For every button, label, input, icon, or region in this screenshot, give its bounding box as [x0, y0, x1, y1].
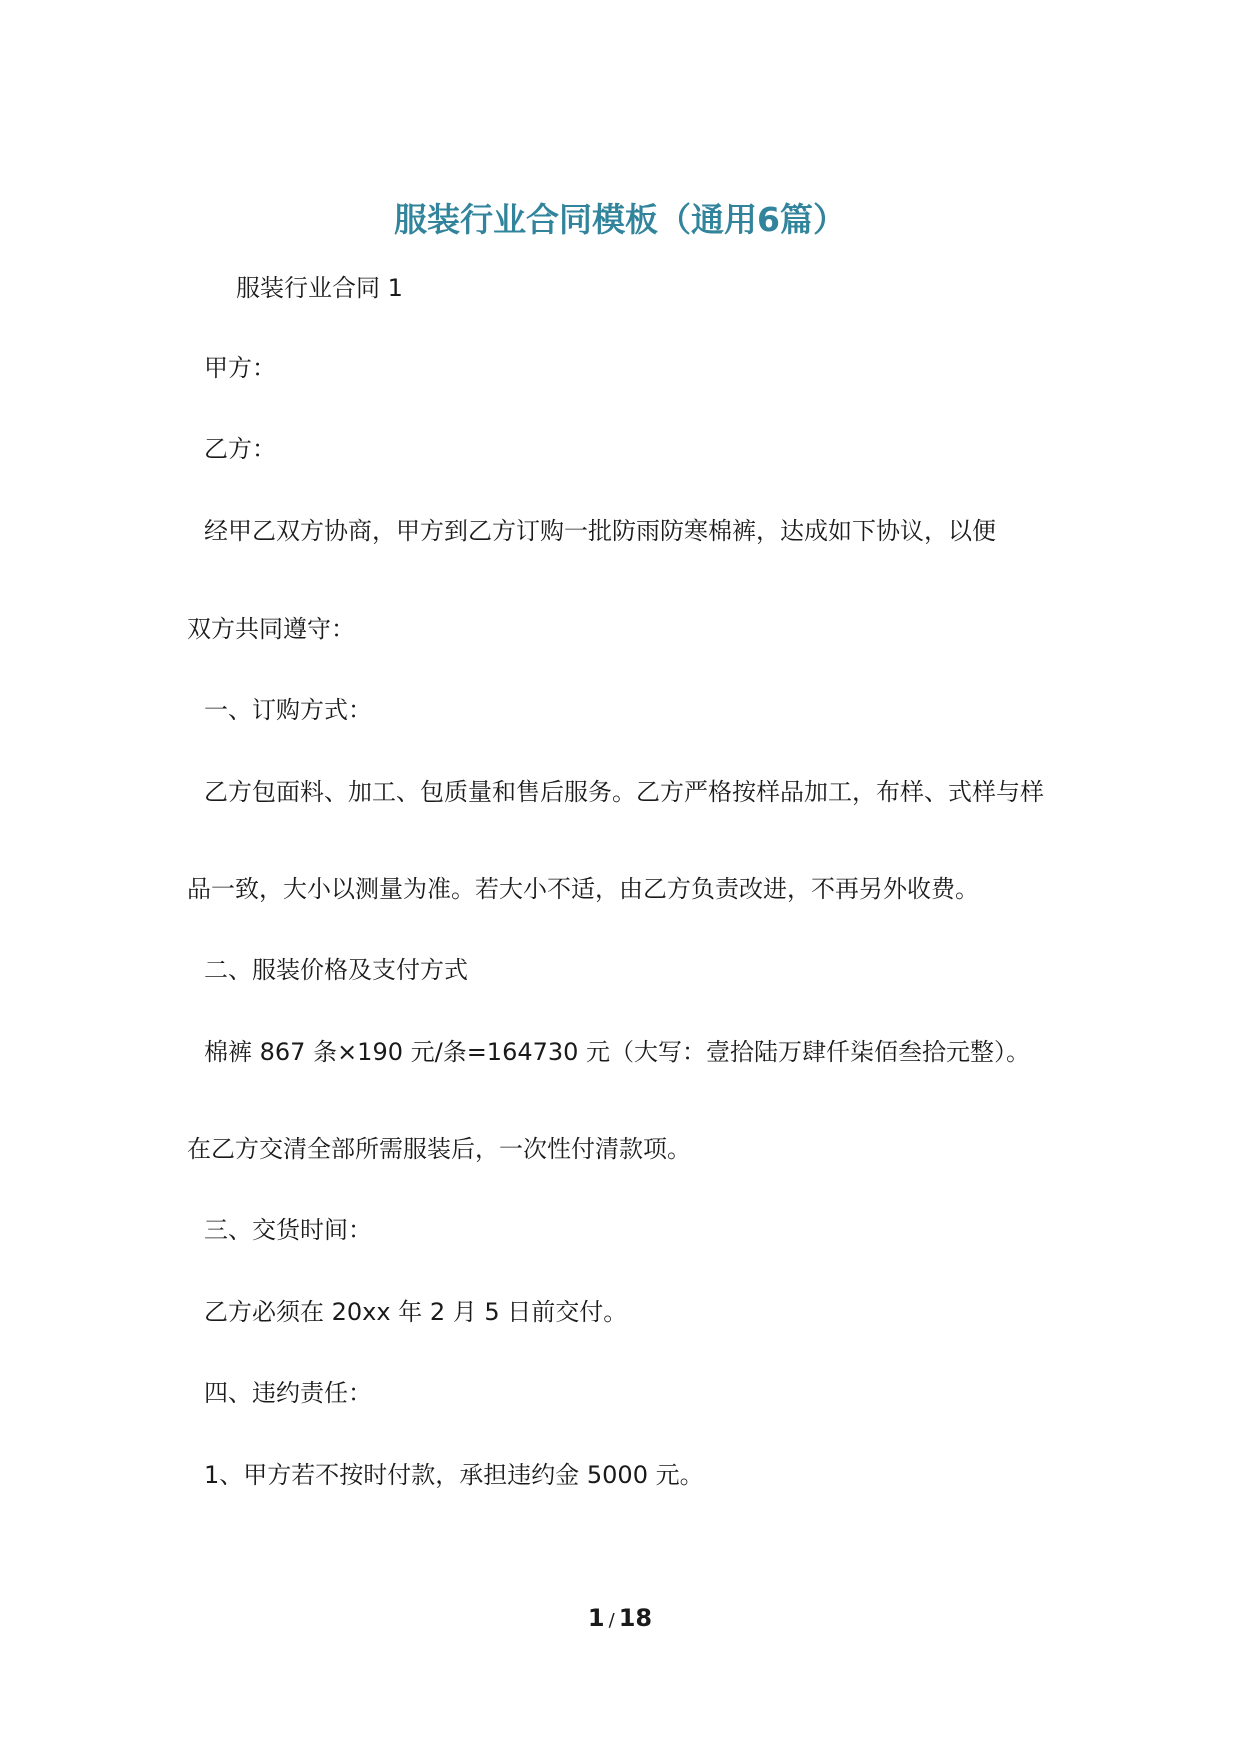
- total-pages-number: 18: [618, 1604, 653, 1632]
- paragraph-line: 棉裤 867 条×190 元/条=164730 元（大写：壹拾陆万肆仟柒佰叁拾元整）。: [204, 1038, 1031, 1066]
- paragraph-line: 乙方包面料、加工、包质量和售后服务。乙方严格按样品加工，布样、式样与样: [204, 778, 1044, 806]
- paragraph-line: 经甲乙双方协商，甲方到乙方订购一批防雨防寒棉裤，达成如下协议，以便: [204, 517, 996, 545]
- paragraph-line: 品一致，大小以测量为准。若大小不适，由乙方负责改进，不再另外收费。: [187, 875, 979, 903]
- page-number: [0, 1600, 1240, 1639]
- party-a-line: 甲方：: [204, 354, 276, 382]
- paragraph-line: 在乙方交清全部所需服装后，一次性付清款项。: [187, 1135, 691, 1163]
- section-heading: 服装行业合同 1: [236, 274, 403, 302]
- paragraph-line: 乙方必须在 20xx 年 2 月 5 日前交付。: [204, 1298, 628, 1326]
- clause-heading: 二、服装价格及支付方式: [204, 956, 468, 984]
- paragraph-line: 1、甲方若不按时付款，承担违约金 5000 元。: [204, 1461, 704, 1489]
- document-title: 服装行业合同模板（通用6篇）: [394, 200, 846, 239]
- party-b-line: 乙方：: [204, 435, 276, 463]
- clause-heading: 一、订购方式：: [204, 696, 372, 724]
- paragraph-line: 双方共同遵守：: [187, 615, 355, 643]
- page-separator: /: [608, 1610, 615, 1631]
- clause-heading: 三、交货时间：: [204, 1216, 372, 1244]
- current-page-number: 1: [587, 1604, 605, 1632]
- clause-heading: 四、违约责任：: [204, 1379, 372, 1407]
